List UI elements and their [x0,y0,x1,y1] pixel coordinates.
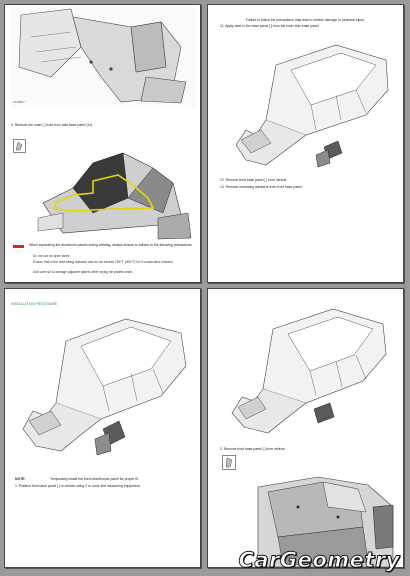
bullet-item: Do not use an open flame [33,254,70,258]
body-in-white-figure [216,35,398,170]
step-caption: 11. Apply heat to the base panel [ ] from the inner side base panel. [220,24,320,28]
manual-page-3 [4,288,201,568]
step-caption: 2. Remove front base panel [ ] from vehicle. [220,447,286,451]
thumbnail-icon [13,139,26,153]
wheelhouse-figure [33,143,193,243]
step-caption: 12. Remove front base panel [ ] from vehicle. [220,178,288,182]
step-caption: 9. Remove the outer [ ] front from side base panel (1x) [11,123,93,127]
manual-page-4 [207,288,404,568]
watermark-logo: CarGeometry [238,548,400,572]
body-in-white-figure [11,311,197,461]
thumbnail-icon [222,455,236,470]
bullet-item: Ensure that in the area being replaced and do not exceed 205°C (400°F) for 5 consecutive minutes. [33,260,174,264]
warning-text: When separating the aluminium panels during welding, always ensure to adhere to the following precautions: [29,243,193,247]
note-label: NOTE: [15,477,26,481]
caution-header: Failure to follow the precautions may lead to vehicle damage or personal injury. [246,18,365,22]
manual-page-1 [4,4,201,283]
side-panel-figure [11,7,196,107]
step-caption: 13. Remove remaining adhesive from front base panel. [220,185,303,189]
note-text: Temporarily install the front wheelhouse panel for proper fit. [50,477,139,481]
svg-text:1234567: 1234567 [13,100,25,104]
manual-page-2 [207,4,404,283]
warning-marker [13,245,24,248]
body-in-white-figure [218,299,398,439]
step-caption: 1. Position front base panel [ ] to vehicle using 2 or more fine measuring equipment. [15,484,141,488]
bullet-item: Use care not to damage adjacent panels while drying the panels seam. [33,270,134,274]
section-title: INSTALLATION PROCEDURE [11,302,58,306]
